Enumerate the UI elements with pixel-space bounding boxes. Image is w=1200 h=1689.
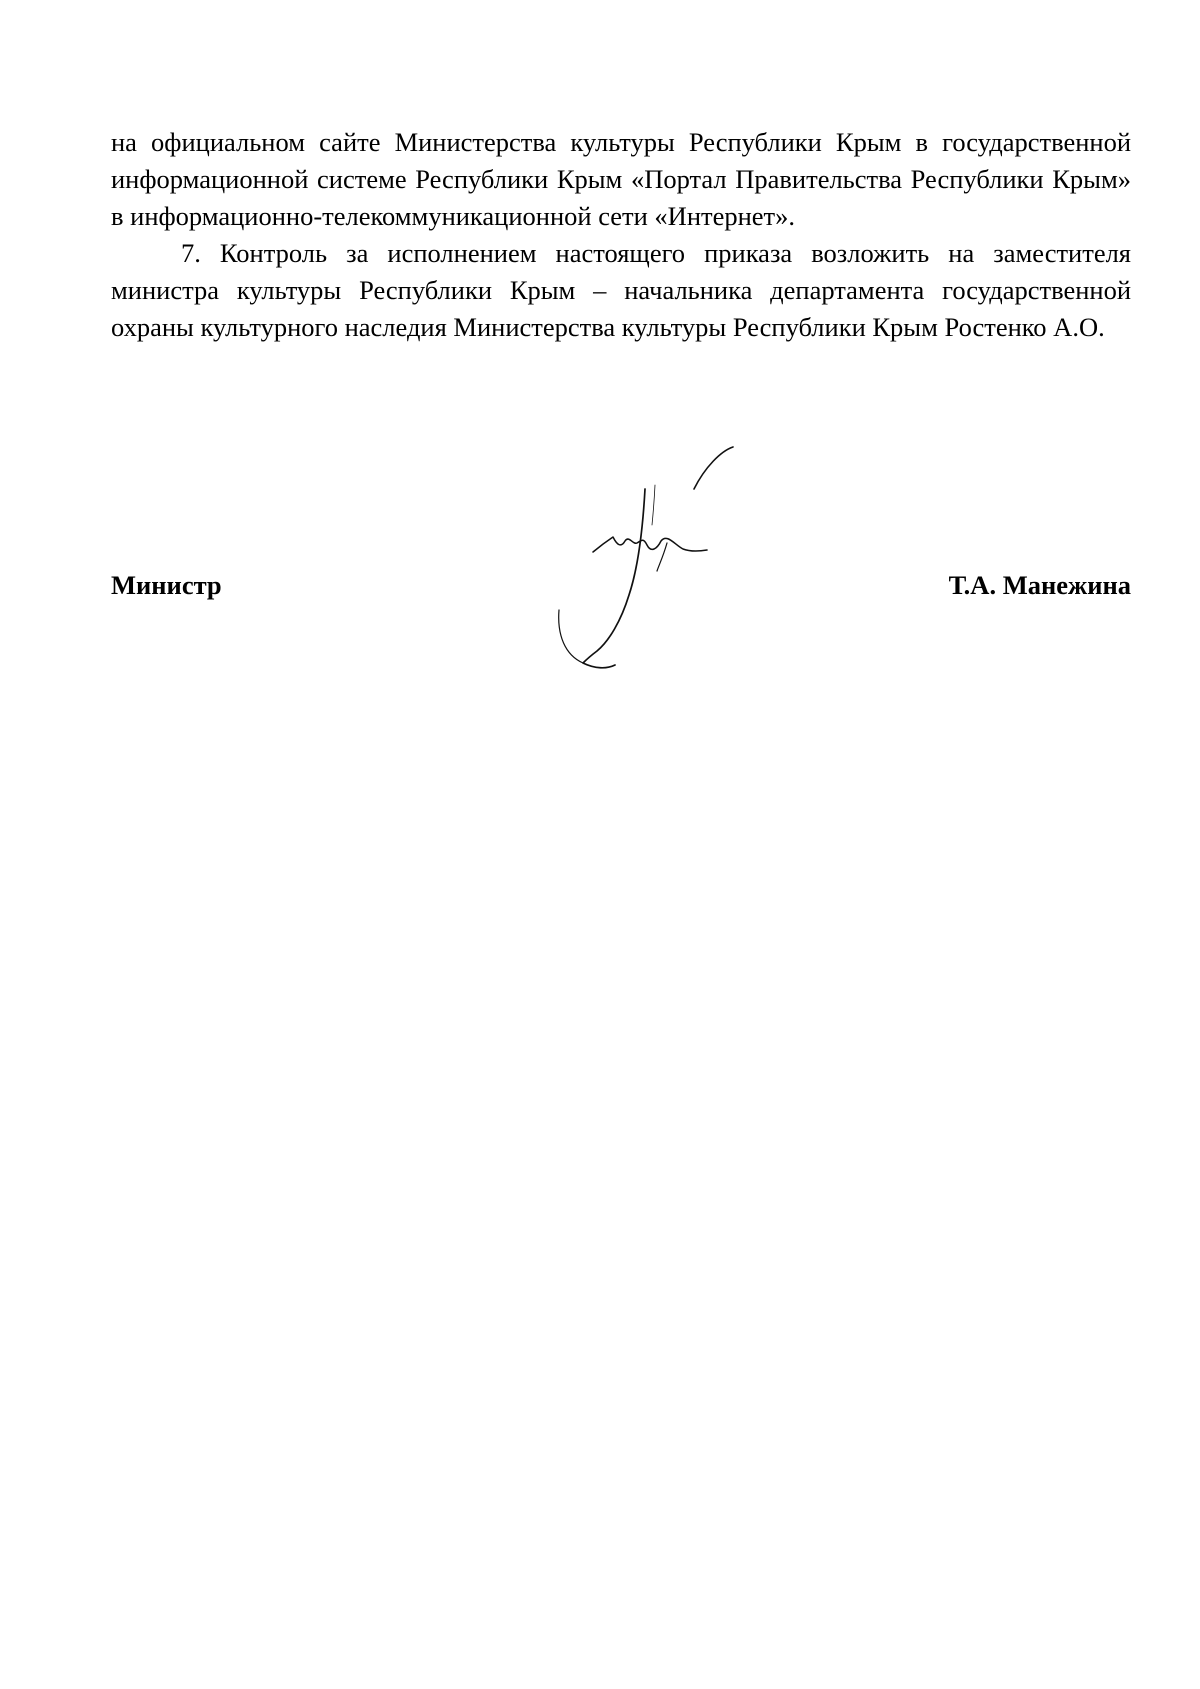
signatory-position: Министр [111, 570, 222, 600]
signature-stroke-main [583, 489, 645, 668]
document-body [111, 124, 1131, 346]
signatory-name: Т.А. Манежина [948, 570, 1131, 600]
handwritten-signature [555, 445, 785, 715]
signature-stroke-top [694, 447, 733, 489]
signature-stroke-hairline [652, 485, 655, 525]
signature-stroke-loop [657, 543, 667, 571]
paragraph-item-7: 7. Контроль за исполнением настоящего приказа возложить на заместителя министра культуры Республики Крым – начальника департамента государственной охраны культурного наследия Министерства культуры Республики Крым Ростенко А.О. [111, 238, 1131, 342]
signature-stroke-wave [593, 537, 707, 552]
signature-stroke-left-arc [559, 610, 583, 663]
paragraph-publication: на официальном сайте Министерства культуры Республики Крым в государственной информационной системе Республики Крым «Портал Правительства Республики Крым» в информационно-телекоммуникационной сети «Интернет». [111, 127, 1131, 231]
